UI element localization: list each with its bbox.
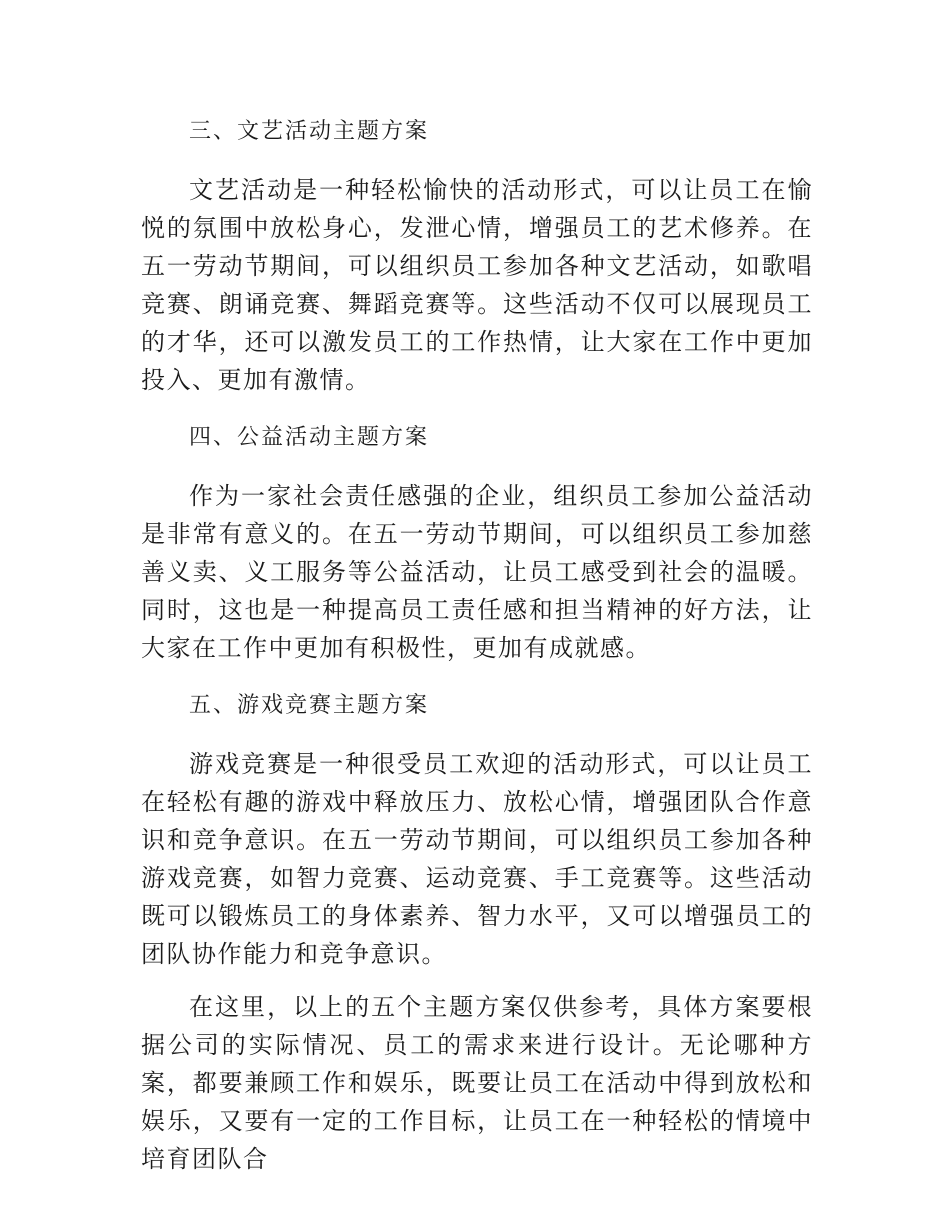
- closing-paragraph: 在这里，以上的五个主题方案仅供参考，具体方案要根据公司的实际情况、员工的需求来进行设计。无论哪种方案，都要兼顾工作和娱乐，既要让员工在活动中得到放松和娱乐，又要有一定的工作目标，让员工在一种轻松的情境中培育团队合: [141, 993, 813, 1173]
- section-arts: [141, 108, 813, 399]
- section-charity: [141, 414, 813, 667]
- section-paragraph: 文艺活动是一种轻松愉快的活动形式，可以让员工在愉悦的氛围中放松身心，发泄心情，增强员工的艺术修养。在五一劳动节期间，可以组织员工参加各种文艺活动，如歌唱竞赛、朗诵竞赛、舞蹈竞赛等。这些活动不仅可以展现员工的才华，还可以激发员工的工作热情，让大家在工作中更加投入、更加有激情。: [141, 176, 813, 394]
- section-paragraph: 作为一家社会责任感强的企业，组织员工参加公益活动是非常有意义的。在五一劳动节期间，可以组织员工参加慈善义卖、义工服务等公益活动，让员工感受到社会的温暖。同时，这也是一种提高员工责任感和担当精神的好方法，让大家在工作中更加有积极性，更加有成就感。: [141, 482, 813, 662]
- section-heading: 三、文艺活动主题方案: [189, 119, 430, 144]
- section-heading: 四、公益活动主题方案: [189, 425, 430, 450]
- section-games: [141, 682, 813, 973]
- section-paragraph: 游戏竞赛是一种很受员工欢迎的活动形式，可以让员工在轻松有趣的游戏中释放压力、放松心情，增强团队合作意识和竞争意识。在五一劳动节期间，可以组织员工参加各种游戏竞赛，如智力竞赛、运动竞赛、手工竞赛等。这些活动既可以锻炼员工的身体素养、智力水平，又可以增强员工的团队协作能力和竞争意识。: [141, 750, 813, 968]
- section-heading: 五、游戏竞赛主题方案: [189, 693, 430, 718]
- document-body: [141, 108, 813, 1193]
